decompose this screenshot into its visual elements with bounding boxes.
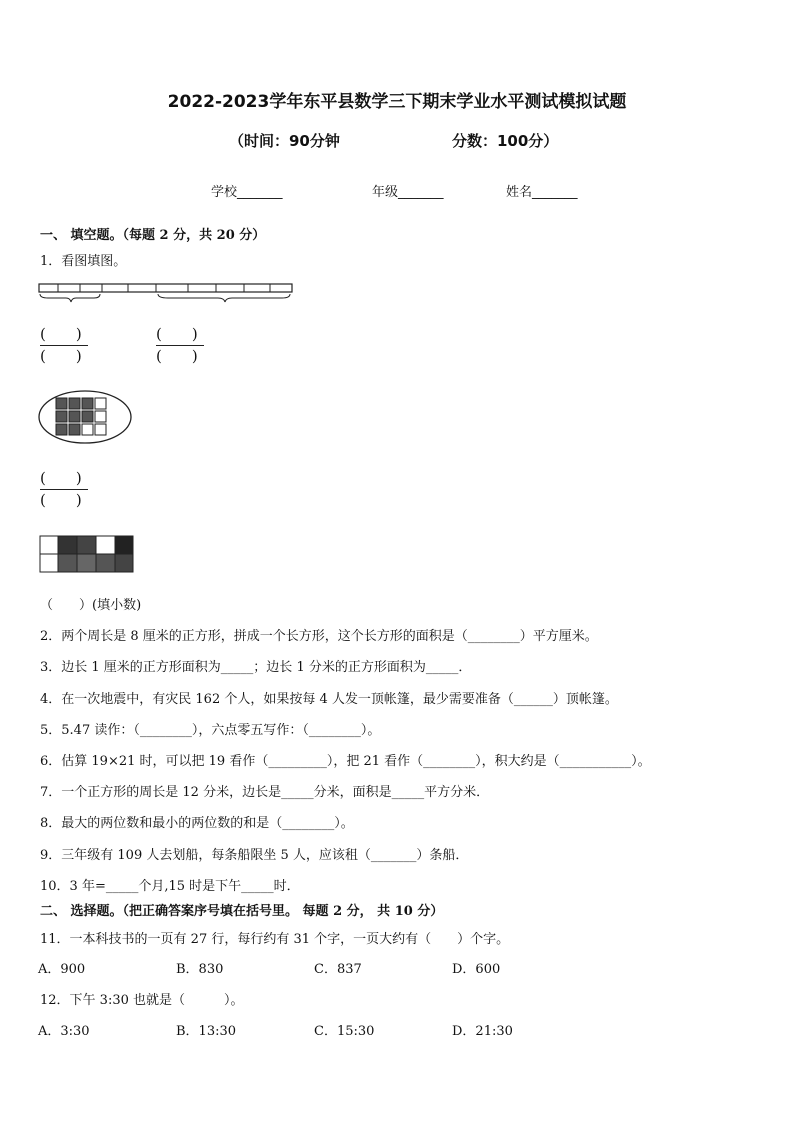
school-field: 学校_______ [211,185,283,200]
question-5: 5．5.47 读作：（________），六点零五写作：（________）。 [40,723,381,738]
q12-option-d[interactable]: D．21:30 [452,1024,513,1039]
fraction-blank-1[interactable]: ( ) ( ) [40,326,88,366]
shaded-grid-figure [40,536,136,574]
exam-score: 分数：100分） [452,132,559,150]
question-3: 3．边长 1 厘米的正方形面积为_____；边长 1 分米的正方形面积为_____． [40,660,472,675]
section-1-heading: 一、 填空题。（每题 2 分，共 20 分） [40,228,266,243]
q12-option-b[interactable]: B．13:30 [176,1024,237,1039]
fraction-blank-3[interactable]: ( ) ( ) [40,470,88,510]
question-7: 7．一个正方形的周长是 12 分米，边长是_____分米，面积是_____平方分米． [40,785,490,800]
section-2-heading: 二、 选择题。（把正确答案序号填在括号里。 每题 2 分， 共 10 分） [40,904,444,919]
q11-option-b[interactable]: B．830 [176,962,224,977]
q12-option-c[interactable]: C．15:30 [314,1024,375,1039]
fraction-line [156,345,204,346]
question-6: 6．估算 19×21 时，可以把 19 看作（_________），把 21 看作（________），积大约是（___________）。 [40,754,651,769]
question-8: 8．最大的两位数和最小的两位数的和是（________）。 [40,816,354,831]
question-2: 2．两个周长是 8 厘米的正方形，拼成一个长方形，这个长方形的面积是（________）平方厘米。 [40,629,598,644]
decimal-blank: （ ）(填小数) [40,598,142,613]
oval-grid-figure [38,390,134,446]
question-10: 10．3 年=_____个月,15 时是下午_____时． [40,879,300,894]
fraction-line [40,489,88,490]
q11-option-d[interactable]: D．600 [452,962,501,977]
question-9: 9．三年级有 109 人去划船，每条船限坐 5 人，应该租（_______）条船． [40,848,469,863]
q12-option-a[interactable]: A．3:30 [38,1024,90,1039]
q11-option-a[interactable]: A．900 [38,962,86,977]
exam-time: （时间：90分钟 [229,132,340,150]
page-title: 2022-2023学年东平县数学三下期末学业水平测试模拟试题 [167,92,627,112]
question-12: 12．下午 3:30 也就是（ ）。 [40,993,244,1008]
fraction-line [40,345,88,346]
grade-field: 年级_______ [372,185,444,200]
strip-figure [38,280,298,304]
fraction-blank-2[interactable]: ( ) ( ) [156,326,204,366]
name-field: 姓名_______ [506,185,578,200]
question-11: 11．一本科技书的一页有 27 行，每行约有 31 个字，一页大约有（ ）个字。 [40,932,510,947]
question-4: 4．在一次地震中，有灾民 162 个人，如果按每 4 人发一顶帐篷，最少需要准备（______）顶帐篷。 [40,692,618,707]
q11-option-c[interactable]: C．837 [314,962,362,977]
question-1: 1．看图填图。 [40,254,127,269]
